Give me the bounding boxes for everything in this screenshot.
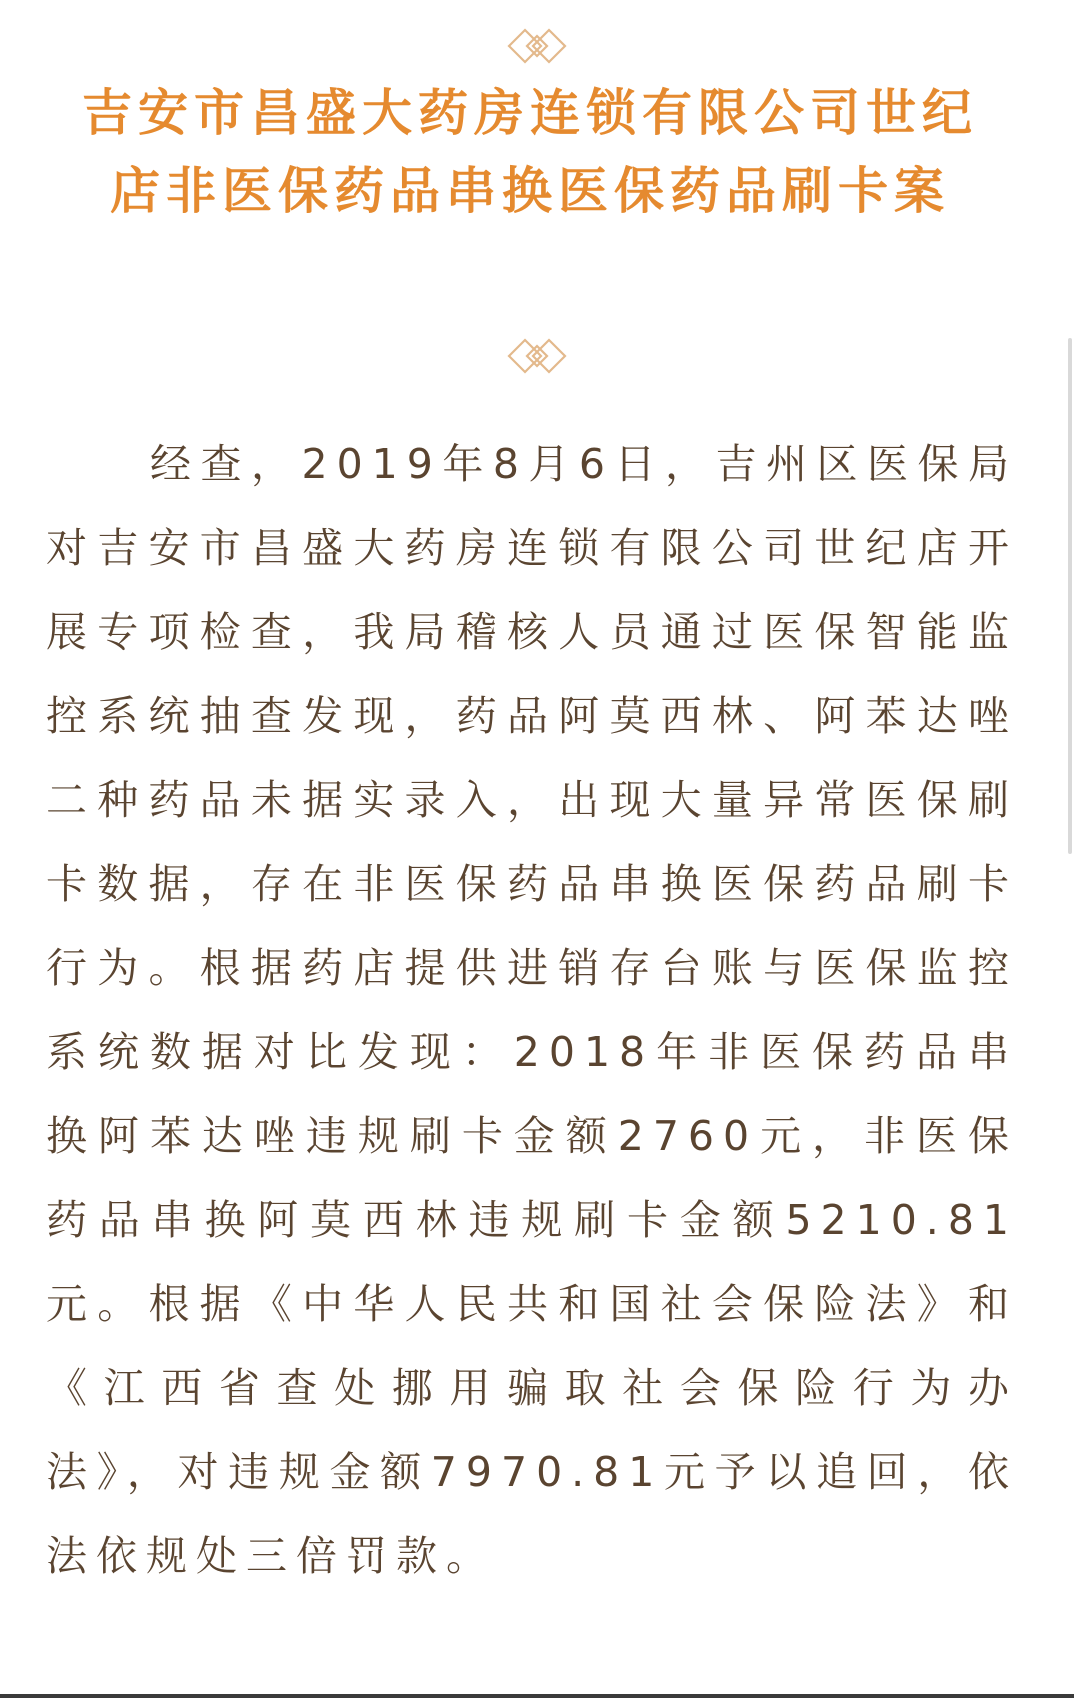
scrollbar[interactable] bbox=[1068, 338, 1072, 854]
double-diamond-icon bbox=[501, 26, 573, 66]
double-diamond-icon bbox=[501, 336, 573, 376]
bottom-edge-divider bbox=[0, 1694, 1074, 1698]
article-body: 经查，2019年8月6日，吉州区医保局对吉安市昌盛大药房连锁有限公司世纪店开展专项检查，我局稽核人员通过医保智能监控系统抽查发现，药品阿莫西林、阿苯达唑二种药品未据实录入，出现大量异常医保刷卡数据，存在非医保药品串换医保药品刷卡行为。根据药店提供进销存台账与医保监控系统数据对比发现：2018年非医保药品串换阿苯达唑违规刷卡金额2760元，非医保药品串换阿莫西林违规刷卡金额5210.81元。根据《中华人民共和国社会保险法》和《江西省查处挪用骗取社会保险行为办法》，对违规金额7970.81元予以追回，依法依规处三倍罚款。 bbox=[46, 440, 1018, 1580]
article-title: 吉安市昌盛大药房连锁有限公司世纪店非医保药品串换医保药品刷卡案 bbox=[82, 84, 978, 220]
